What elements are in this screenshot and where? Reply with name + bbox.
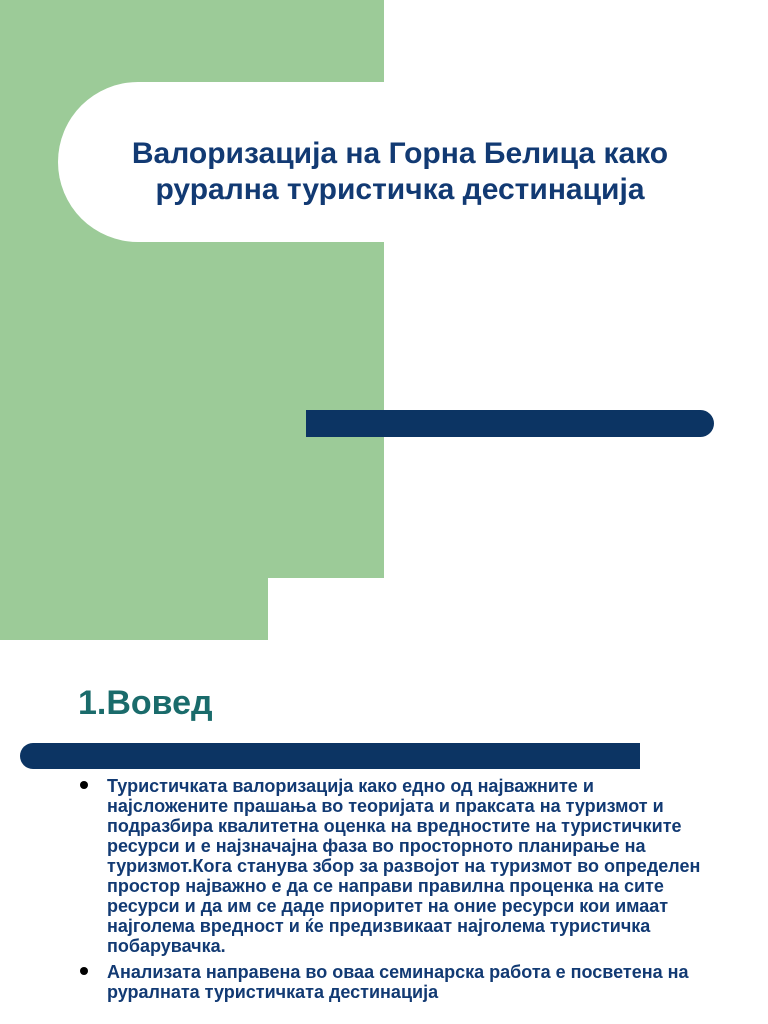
- bullet-text: Туристичката валоризација како едно од најважните и најсложените прашања во теоријата и праксата на туризмот и подразбира квалитетна оценка на вредностите на туристичките ресурси и е најзначајна фаза во просторното планирање на туризмот.Кога станува збор за развојот на туризмот во определен простор најважно е да се направи правилна проценка на сите ресурси и да им се даде приоритет на оние ресурси кои имаат најголема вредност и ќе предизвикаат најголема туристичка побарувачка.: [107, 776, 701, 956]
- decorative-bar: [306, 410, 714, 437]
- list-item: [78, 776, 718, 956]
- bullet-list: [78, 776, 718, 1008]
- heading-underline-bar: [20, 743, 640, 769]
- bullet-icon: [80, 781, 88, 789]
- green-panel-extension: [0, 578, 268, 640]
- slide-title-line-1: Валоризација на Горна Белица како: [131, 137, 669, 170]
- section-heading: 1.Вовед: [78, 684, 213, 722]
- slide-title-line-2: рурална туристичка дестинација: [155, 173, 645, 206]
- slide-title: [60, 136, 740, 208]
- list-item: [78, 962, 718, 1002]
- bullet-text: Анализата направена во оваа семинарска работа е посветена на руралната туристичката дестинација: [107, 962, 689, 1002]
- bullet-icon: [80, 967, 88, 975]
